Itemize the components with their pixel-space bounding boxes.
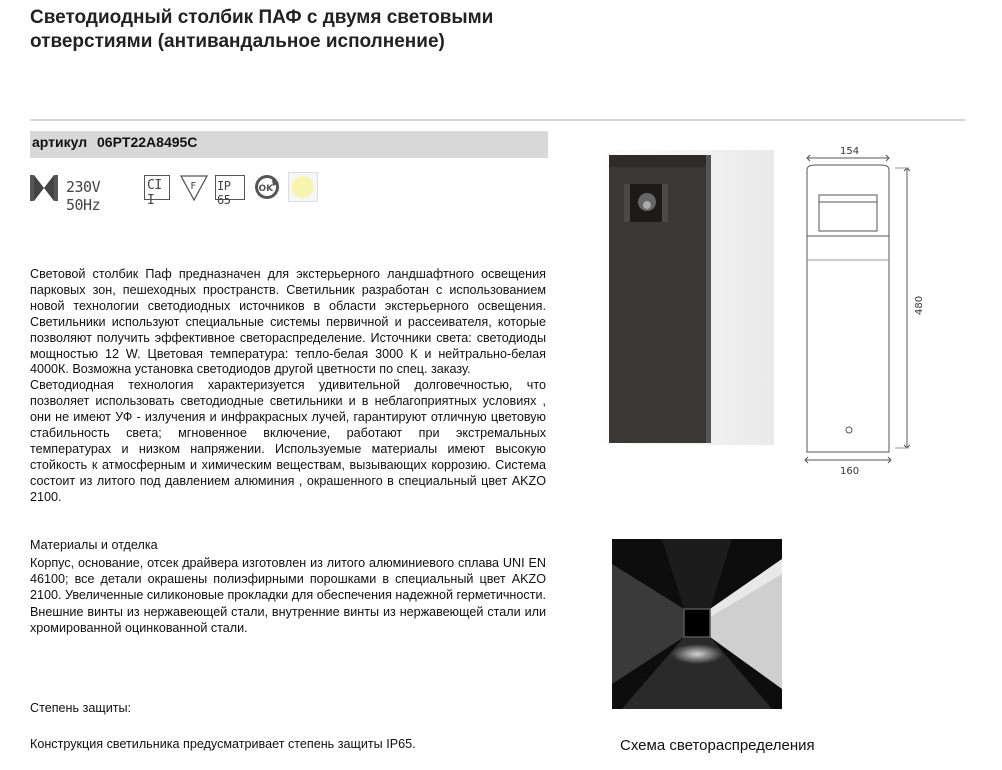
double-emission-icon — [30, 172, 58, 202]
ok-certification-icon — [253, 172, 281, 202]
svg-text:F: F — [190, 181, 197, 192]
warm-light-icon — [288, 172, 318, 202]
dimension-drawing — [795, 140, 925, 480]
voltage-label: 230V 50Hz — [66, 178, 101, 214]
protection-text: Конструкция светильника предусматривает степень защиты IP65. — [30, 737, 416, 751]
divider — [30, 119, 965, 121]
article-bar — [30, 131, 548, 158]
height-label: 480 — [914, 295, 925, 315]
materials-title: Материалы и отделка — [30, 538, 158, 552]
description-paragraph-2: Светодиодная технология характеризуется удивительной долговечностью, что позволяет использовать светодиодные светильники и в неблагоприятных условиях , они не имеют УФ - излучения и инфракрасных лучей, гарантируют отличную цветовую стабильность света; мгновенное включение, работают при экстремальных температурах и низком напряжении. Используемые материалы имеют высокую стойкость к атмосферным и химическим веществам, вызывающих коррозию. Система состоит из литого под давлением алюминия , окрашенного в специальный цвет AKZO 2100. — [30, 378, 546, 504]
article-label: артикул — [32, 134, 88, 150]
protection-title: Степень защиты: — [30, 701, 132, 715]
top-width-label: 154 — [840, 146, 860, 157]
product-photo — [592, 150, 774, 445]
ip-rating-icon: IP 65 — [215, 175, 245, 200]
materials-text: Корпус, основание, отсек драйвера изготовлен из литого алюминиевого сплава UNI EN 46100; все детали окрашены полиэфирными порошками в специальный цвет AKZO 2100. Увеличенные силиконовые прокладки для обеспечения надежной герметичности. Внешние винты из нержавеющей стали, внутренние винты из нержавеющей стали или хромированной оцинкованной стали. — [30, 556, 546, 635]
f-mark-icon — [180, 172, 208, 202]
class-icon: CI I — [144, 175, 170, 200]
page-title: Светодиодный столбик ПАФ с двумя световыми отверстиями (антивандальное исполнение) — [30, 7, 494, 52]
light-distribution-image — [612, 539, 782, 709]
bottom-width-label: 160 — [840, 466, 860, 477]
light-scheme-caption: Схема светораспределения — [620, 737, 815, 754]
description — [30, 267, 546, 506]
article-code: 06PT22A8495C — [97, 134, 198, 150]
description-paragraph-1: Световой столбик Паф предназначен для экстерьерного ландшафтного освещения парковых зон, пешеходных пространств. Светильник разработан с использованием новой технологии светодиодных источников в области экстерьерного освещения. Светильники используют специальные системы первичной и рассеивателя, которые позволяют получить эффективное светораспределение. Источники света: светодиоды мощностью 12 W. Цветовая температура: тепло-белая 3000 К и нейтрально-белая 4000К. Возможна установка светодиодов другой цветности по спец. заказу. — [30, 267, 546, 377]
svg-text:OK: OK — [258, 184, 274, 194]
